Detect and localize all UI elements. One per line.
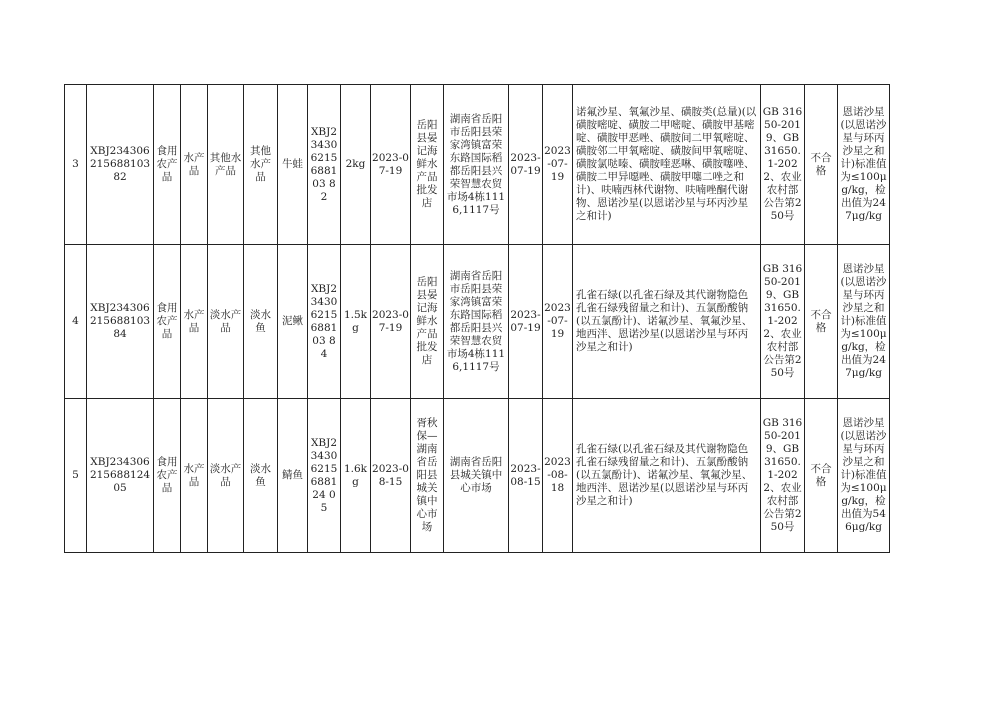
table-row bbox=[65, 245, 890, 399]
batch-number: XBJ234306215688103 84 bbox=[308, 245, 341, 399]
production-date: 2023-07-19 bbox=[371, 245, 411, 399]
failure-detail: 恩诺沙星(以恩诺沙星与环丙沙星之和计)标准值为≤100μg/kg，检出值为247μg/kg bbox=[838, 245, 890, 399]
result-verdict: 不合格 bbox=[805, 85, 838, 245]
product-name: 牛蛙 bbox=[278, 85, 308, 245]
food-category: 食用农产品 bbox=[154, 85, 181, 245]
food-subtype: 其他水产品 bbox=[244, 85, 278, 245]
seller-name: 岳阳县晏记海鲜水产品批发店 bbox=[411, 245, 444, 399]
food-subcategory: 水产品 bbox=[181, 245, 208, 399]
row-number: 5 bbox=[65, 399, 87, 553]
test-date: 2023-07-19 bbox=[543, 245, 573, 399]
test-items: 孔雀石绿(以孔雀石绿及其代谢物隐色孔雀石绿残留量之和计)、五氯酚酸钠(以五氯酚计)、诺氟沙星、氧氟沙星、地西泮、恩诺沙星(以恩诺沙星与环丙沙星之和计) bbox=[573, 399, 761, 553]
row-number: 3 bbox=[65, 85, 87, 245]
seller-address: 湖南省岳阳市岳阳县荣家湾镇富荣东路国际稻都岳阳县兴荣智慧农贸市场4栋1116,1117号 bbox=[444, 85, 509, 245]
food-subtype: 淡水鱼 bbox=[244, 245, 278, 399]
standard-basis: GB 31650-2019、GB 31650.1-2022、农业农村部公告第250号 bbox=[761, 85, 805, 245]
specification: 1.6kg bbox=[341, 399, 371, 553]
table-row bbox=[65, 399, 890, 553]
inspection-results-table bbox=[64, 84, 890, 553]
test-items: 孔雀石绿(以孔雀石绿及其代谢物隐色孔雀石绿残留量之和计)、五氯酚酸钠(以五氯酚计)、诺氟沙星、氧氟沙星、地西泮、恩诺沙星(以恩诺沙星与环丙沙星之和计) bbox=[573, 245, 761, 399]
production-date: 2023-07-19 bbox=[371, 85, 411, 245]
sampling-date: 2023-08-15 bbox=[509, 399, 543, 553]
seller-address: 湖南省岳阳县城关镇中心市场 bbox=[444, 399, 509, 553]
row-number: 4 bbox=[65, 245, 87, 399]
food-subcategory: 水产品 bbox=[181, 85, 208, 245]
seller-address: 湖南省岳阳市岳阳县荣家湾镇富荣东路国际稻都岳阳县兴荣智慧农贸市场4栋1116,1117号 bbox=[444, 245, 509, 399]
failure-detail: 恩诺沙星(以恩诺沙星与环丙沙星之和计)标准值为≤100μg/kg，检出值为247μg/kg bbox=[838, 85, 890, 245]
seller-name: 胥秋保—湖南省岳阳县城关镇中心市场 bbox=[411, 399, 444, 553]
test-date: 2023-08-18 bbox=[543, 399, 573, 553]
food-type: 淡水产品 bbox=[208, 245, 244, 399]
food-category: 食用农产品 bbox=[154, 245, 181, 399]
result-verdict: 不合格 bbox=[805, 245, 838, 399]
production-date: 2023-08-15 bbox=[371, 399, 411, 553]
batch-number: XBJ234306215688124 05 bbox=[308, 399, 341, 553]
standard-basis: GB 31650-2019、GB 31650.1-2022、农业农村部公告第250号 bbox=[761, 245, 805, 399]
batch-number: XBJ234306215688103 82 bbox=[308, 85, 341, 245]
seller-name: 岳阳县晏记海鲜水产品批发店 bbox=[411, 85, 444, 245]
table-row bbox=[65, 85, 890, 245]
result-verdict: 不合格 bbox=[805, 399, 838, 553]
sample-code: XBJ234306215688124 05 bbox=[87, 399, 154, 553]
sample-code: XBJ234306215688103 82 bbox=[87, 85, 154, 245]
product-name: 鲭鱼 bbox=[278, 399, 308, 553]
specification: 1.5kg bbox=[341, 245, 371, 399]
sampling-date: 2023-07-19 bbox=[509, 245, 543, 399]
food-type: 其他水产品 bbox=[208, 85, 244, 245]
specification: 2kg bbox=[341, 85, 371, 245]
sample-code: XBJ234306215688103 84 bbox=[87, 245, 154, 399]
failure-detail: 恩诺沙星(以恩诺沙星与环丙沙星之和计)标准值为≤100μg/kg，检出值为546μg/kg bbox=[838, 399, 890, 553]
food-category: 食用农产品 bbox=[154, 399, 181, 553]
food-type: 淡水产品 bbox=[208, 399, 244, 553]
product-name: 泥鳅 bbox=[278, 245, 308, 399]
sampling-date: 2023-07-19 bbox=[509, 85, 543, 245]
test-date: 2023-07-19 bbox=[543, 85, 573, 245]
food-subcategory: 水产品 bbox=[181, 399, 208, 553]
test-items: 诺氟沙星、氧氟沙星、磺胺类(总量)(以磺胺嘧啶、磺胺二甲嘧啶、磺胺甲基嘧啶、磺胺甲恶唑、磺胺间二甲氧嘧啶、磺胺邻二甲氧嘧啶、磺胺间甲氧嘧啶、磺胺氯哒嗪、磺胺喹恶啉、磺胺噻唑、磺胺二甲异噁唑、磺胺甲噻二唑之和计)、呋喃西林代谢物、呋喃唑酮代谢物、恩诺沙星(以恩诺沙星与环丙沙星之和计) bbox=[573, 85, 761, 245]
food-subtype: 淡水鱼 bbox=[244, 399, 278, 553]
standard-basis: GB 31650-2019、GB 31650.1-2022、农业农村部公告第250号 bbox=[761, 399, 805, 553]
